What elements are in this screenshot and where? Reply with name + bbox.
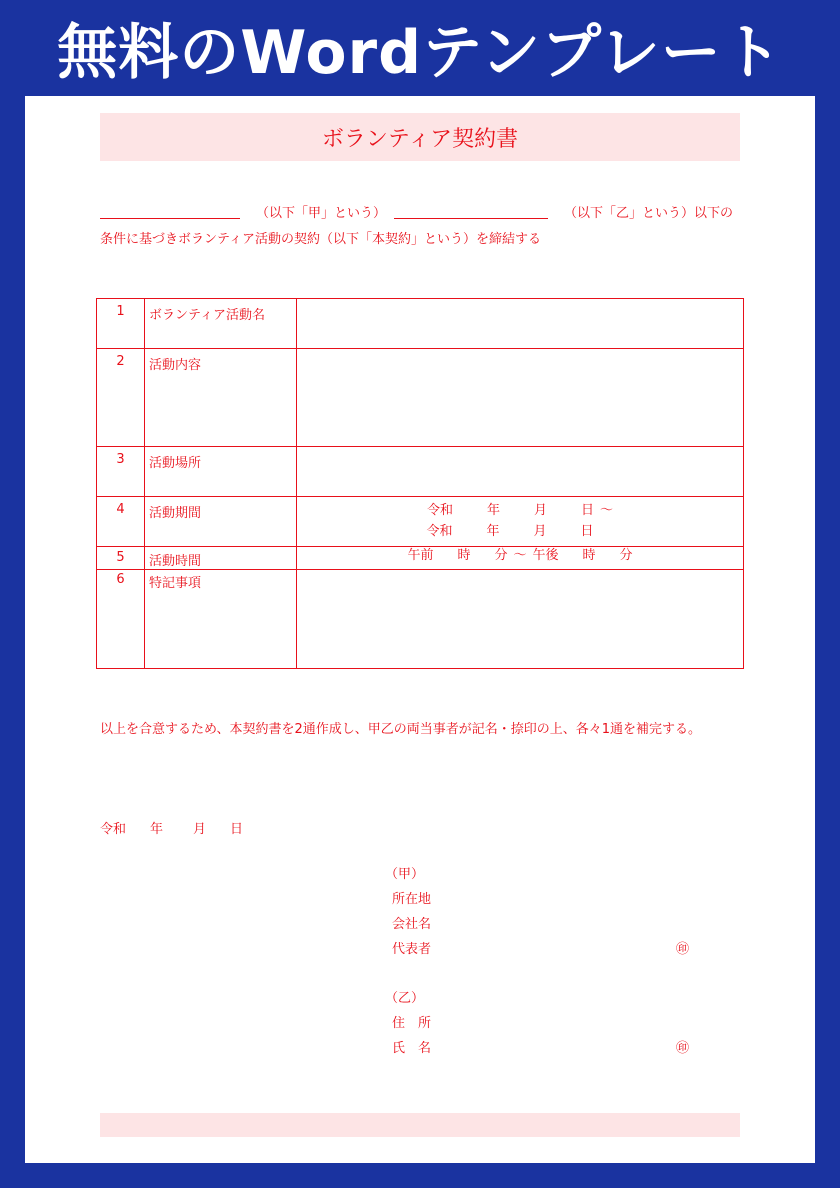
row-number: 3: [97, 447, 145, 497]
period-start: 令和 年 月 日 〜: [426, 503, 614, 518]
row-label: ボランティア活動名: [145, 299, 297, 349]
seal-mark-icon: ㊞: [675, 942, 689, 957]
row-number: 2: [97, 349, 145, 447]
row-number: 4: [97, 497, 145, 547]
seal-mark-icon: ㊞: [675, 1041, 689, 1056]
row-number: 1: [97, 299, 145, 349]
intro-line-1: [100, 201, 750, 227]
special-notes-field[interactable]: [297, 570, 744, 669]
closing-statement: 以上を合意するため、本契約書を2通作成し、甲乙の両当事者が記名・捺印の上、各々1通を補完する。: [100, 722, 702, 737]
activity-content-field[interactable]: [297, 349, 744, 447]
table-row: [97, 299, 744, 349]
party-b-blank[interactable]: [394, 204, 548, 219]
party-b-block: [385, 986, 695, 1061]
party-b-suffix: （以下「乙」という）以下の: [564, 206, 734, 221]
party-a-rep-row[interactable]: [385, 937, 695, 962]
activity-name-field[interactable]: [297, 299, 744, 349]
period-end: 令和 年 月 日: [426, 524, 594, 539]
table-row: [97, 570, 744, 669]
activity-period-field[interactable]: [297, 497, 744, 547]
party-a-blank[interactable]: [100, 204, 240, 219]
row-number: 5: [97, 547, 145, 570]
table-row: [97, 497, 744, 547]
party-b-name-label: 氏 名: [392, 1041, 432, 1056]
row-number: 6: [97, 570, 145, 669]
time-range: 午前 時 分 〜 午後 時 分: [407, 548, 633, 563]
row-label: 活動時間: [145, 547, 297, 570]
party-b-address-label: 住 所: [392, 1016, 432, 1031]
activity-time-field[interactable]: [297, 547, 744, 570]
signature-date[interactable]: 令和 年 月 日: [100, 822, 244, 837]
document-page: [25, 96, 815, 1163]
party-a-block: [385, 862, 695, 962]
document-title: ボランティア契約書: [100, 113, 740, 161]
row-label: 活動場所: [145, 447, 297, 497]
party-a-suffix: （以下「甲」という）: [256, 206, 387, 221]
party-a-company-label: 会社名: [392, 917, 432, 932]
footer-bar: [100, 1113, 740, 1137]
contract-table: [96, 298, 744, 669]
party-a-rep-label: 代表者: [392, 942, 432, 957]
row-label: 活動内容: [145, 349, 297, 447]
banner-title: 無料のWordテンプレート: [57, 18, 783, 88]
intro-paragraph: [100, 201, 750, 253]
activity-location-field[interactable]: [297, 447, 744, 497]
row-label: 特記事項: [145, 570, 297, 669]
party-a-address-label: 所在地: [392, 892, 432, 907]
intro-line-2: 条件に基づきボランティア活動の契約（以下「本契約」という）を締結する: [100, 232, 541, 247]
row-label: 活動期間: [145, 497, 297, 547]
party-b-name-row[interactable]: [385, 1036, 695, 1061]
party-a-heading: （甲）: [385, 867, 425, 882]
table-row: [97, 349, 744, 447]
party-b-heading: （乙）: [385, 991, 425, 1006]
table-row: [97, 547, 744, 570]
table-row: [97, 447, 744, 497]
